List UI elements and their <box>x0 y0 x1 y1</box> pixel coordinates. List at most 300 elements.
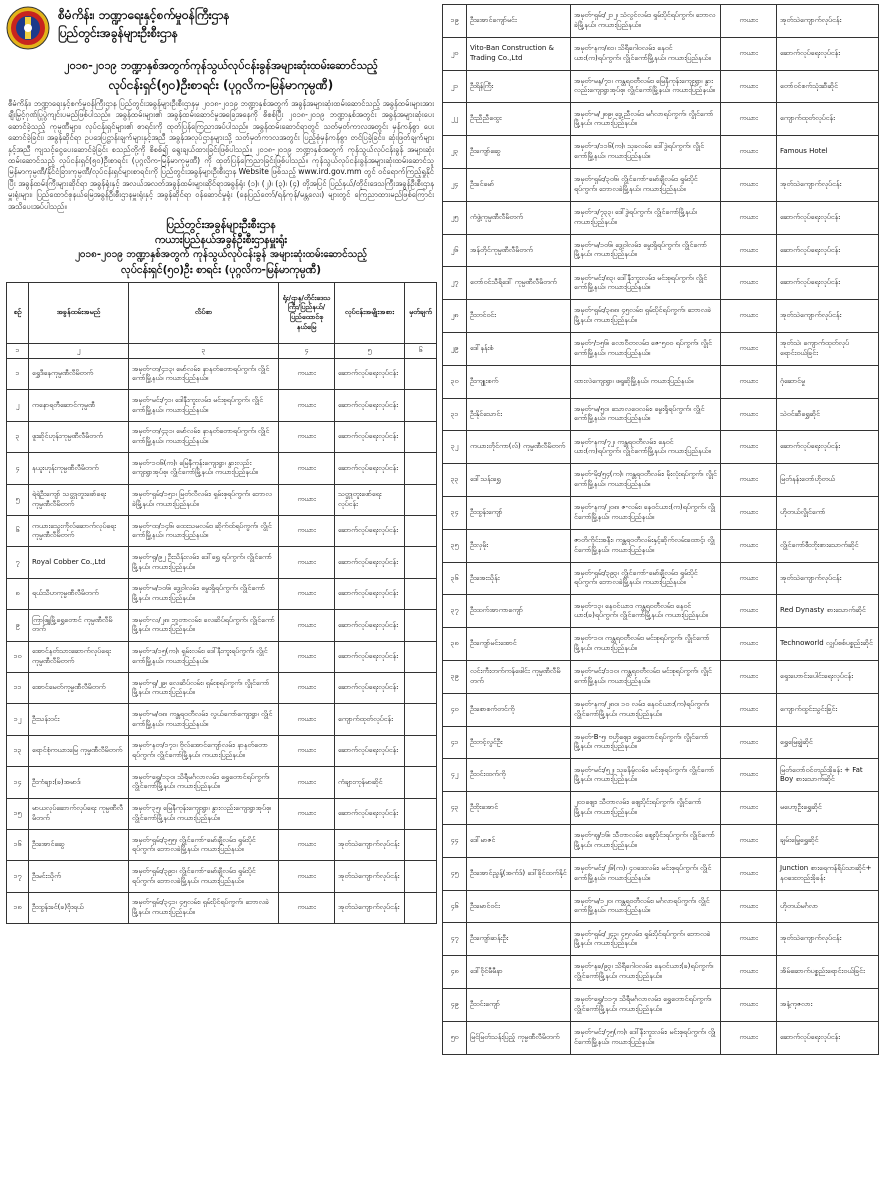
business-type: တော်ဝင်စက်သုံးဆီဆိုင် <box>777 70 879 103</box>
taxpayer-name: Royal Cobber Co.,Ltd <box>29 547 129 578</box>
ministry-logo-icon <box>6 6 50 50</box>
office-region: ကယား <box>279 641 335 672</box>
table-row <box>443 890 879 923</box>
taxpayer-name: ဦးကျော်ဆွေ <box>467 136 571 169</box>
taxpayer-address: အမှတ်-ရှ/၂၉၊ လေဆိပ်လမ်း၊ ရှမ်းစုရပ်ကွက်၊ လွိုင်ကော်မြို့နယ်၊ ကယားပြည်နယ်။ <box>129 672 279 703</box>
taxpayer-name: ဦးကျော်မင်းအောင် <box>467 628 571 661</box>
taxpayer-table-right <box>442 4 879 1055</box>
table-row <box>7 735 437 766</box>
table-row <box>7 578 437 609</box>
row-number: ၁၅ <box>7 798 29 829</box>
taxpayer-address: အမှတ်-ရှမ်း/၃၀၆၊ လွိုင်ကော်-မော်ချီလမ်း၊ ရှမ်းပိုင်ရပ်ကွက်၊ ဘောလခဲမြို့နယ်၊ ကယားပြည်နယ်။ <box>571 168 721 201</box>
taxpayer-name: ဦးထွန်းကျော် <box>467 496 571 529</box>
taxpayer-name: ကြာဖြူမြို့ရွှေတောင် ကုမ္ပဏီလီမိတက် <box>29 610 129 641</box>
taxpayer-name: ဦးအောင်ကျော်မင်း <box>467 5 571 38</box>
taxpayer-address: အမှတ်-နက/၈၁၊ သိရီဂေါဝလမ်း၊ နေဝင်ယား(က)ရပ်ကွက်၊ လွိုင်ကော်မြို့နယ်၊ ကယားပြည်နယ်။ <box>571 37 721 70</box>
taxpayer-name: ဦးကျူးစက် <box>467 365 571 398</box>
office-region: ကယား <box>721 857 777 890</box>
taxpayer-address: အမှတ်-မ/၁၀၆၊ ဒွေ့ဝါလမ်း၊ မွေးရှိရပ်ကွက်၊ လွိုင်ကော်မြို့နယ်၊ ကယားပြည်နယ်။ <box>129 578 279 609</box>
taxpayer-name: ရယ်သီဟကုမ္ပဏီလီမိတက် <box>29 578 129 609</box>
business-type: ဆောက်လုပ်ရေးလုပ်ငန်း <box>335 390 405 421</box>
row-number: ၄၃ <box>443 792 467 825</box>
taxpayer-address: အမှတ်-မ/၁၂၀၊ ကန္တရဝတီလမ်း၊ မင်္ဂလာရပ်ကွက်၊ လွိုင်ကော်မြို့နယ်၊ ကယားပြည်နယ်။ <box>571 890 721 923</box>
table-row <box>7 610 437 641</box>
business-type: Technoworld လျှပ်စစ်ပစ္စည်းဆိုင် <box>777 628 879 661</box>
office-region: ကယား <box>721 923 777 956</box>
table-row <box>7 484 437 515</box>
office-region: ကယား <box>721 988 777 1021</box>
row-number: ၃၂ <box>443 431 467 464</box>
business-type: ဆောက်လုပ်ရေးလုပ်ငန်း <box>335 578 405 609</box>
table-row <box>443 660 879 693</box>
taxpayer-name: ဦးညီညီထွေး <box>467 103 571 136</box>
taxpayer-address: အမှတ်-ရွှေ/၁၁၇၊ သိရီမင်္ဂလာလမ်း၊ ရွှေတောင်ရပ်ကွက်၊ လွိုင်ကော်မြို့နယ်၊ ကယားပြည်နယ်။ <box>571 988 721 1021</box>
table-row <box>443 464 879 497</box>
table-row <box>443 628 879 661</box>
taxpayer-name: ဦးစောစက်တင်ကို <box>467 693 571 726</box>
taxpayer-address: အမှတ်-မင်း/၅၂၊ သုခနိမ့်လမ်း၊ မင်းစုရပ်ကွက်၊ လွိုင်ကော်မြို့နယ်၊ ကယားပြည်နယ်။ <box>571 759 721 792</box>
table-row <box>7 798 437 829</box>
row-note <box>405 672 437 703</box>
office-region: ကယား <box>279 861 335 892</box>
taxpayer-name: မာယလုပ်ဆောက်လုပ်ရေး ကုမ္ပဏီလီမိတက် <box>29 798 129 829</box>
office-region: ကယား <box>721 398 777 431</box>
row-number: ၄၈ <box>443 956 467 989</box>
table-heading-line-3: ၂၀၁၈-၂၀၁၉ ဘဏ္ဍာနှစ်အတွက် ကုန်သွယ်လုပ်ငန်းခွန် အများဆုံးထမ်းဆောင်သည့် <box>75 249 367 261</box>
business-type: မဟော့ဦးရွှေဆိုင် <box>777 792 879 825</box>
row-number: ၁ <box>7 359 29 390</box>
business-type: မြတ်နန်းတော်ဟိုတယ် <box>777 464 879 497</box>
row-note <box>405 704 437 735</box>
row-number: ၃၄ <box>443 496 467 529</box>
taxpayer-name: ဦးဝင်းထက်ကို <box>467 759 571 792</box>
office-region: ကယား <box>721 332 777 365</box>
taxpayer-name: ဒေါ်သန်းရွှေ <box>467 464 571 497</box>
table-row <box>443 431 879 464</box>
office-region: ကယား <box>721 70 777 103</box>
table-heading <box>6 217 436 278</box>
taxpayer-address: အမှတ်-ဒ/၁၁၆(က)၊ သုခလမ်း၊ ဒေါ်ဒွဲရပ်ကွက်၊ လွိုင်ကော်မြို့နယ်၊ ကယားပြည်နယ်။ <box>571 136 721 169</box>
business-type: ဆောက်လုပ်ရေးလုပ်ငန်း <box>335 798 405 829</box>
row-number: ၃၁ <box>443 398 467 431</box>
taxpayer-address: အမှတ်-တ/၄၁၃၊ မော်လမ်း၊ နာနတ်တောရပ်ကွက်၊ လွိုင်ကော်မြို့နယ်၊ ကယားပြည်နယ်။ <box>129 359 279 390</box>
taxpayer-address: အမှတ်-ထ/၁၄၆၊ ထေးသမလမ်း၊ ဆိုက်ထ်ရပ်ကွက်၊ လွိုင်ကော်မြို့နယ်၊ ကယားပြည်နယ်။ <box>129 516 279 547</box>
right-column <box>442 4 878 1055</box>
table-row <box>7 421 437 452</box>
business-type: အိမ်ဆောက်ပစ္စည်းရောင်းဝယ်ခြင်း <box>777 956 879 989</box>
office-region: ကယား <box>721 201 777 234</box>
office-region: ကယား <box>721 267 777 300</box>
table-row <box>443 136 879 169</box>
office-region: ကယား <box>279 704 335 735</box>
taxpayer-address: အမှတ်-ရှမ်း/၃၉၃၊ လွိုင်ကော်-မော်ချီလမ်း၊ ရှမ်းပိုင်ရပ်ကွက်၊ ဘောလခဲမြို့နယ်၊ ကယားပြည်နယ်။ <box>571 562 721 595</box>
taxpayer-address: အမှတ်-မင်း/၇၅(က)၊ ဒေါ်နီးကူးလမ်း၊ မင်းစုရပ်ကွက်၊ လွိုင်ကော်မြို့နယ်၊ ကယားပြည်နယ်။ <box>571 1021 721 1054</box>
business-type: ဆောက်လုပ်ရေးလုပ်ငန်း <box>335 516 405 547</box>
taxpayer-address: အမှတ်-မင်း/၈၃၊ ဒေါ်နီးကူးလမ်း၊ မင်းစုရပ်ကွက်၊ လွိုင်ကော်မြို့နယ်၊ ကယားပြည်နယ်။ <box>571 267 721 300</box>
business-type: အုတ်သဲကျောက်လုပ်ငန်း <box>777 5 879 38</box>
col-number: ၆ <box>405 344 437 359</box>
taxpayer-name: ဦးထက်အာကာကျော် <box>467 595 571 628</box>
office-region: ကယား <box>721 628 777 661</box>
row-note <box>405 578 437 609</box>
business-type: ဟိုတယ်မင်္ဂလာ <box>777 890 879 923</box>
col-header-no: စဉ် <box>7 283 29 344</box>
row-number: ၂၄ <box>443 168 467 201</box>
row-number: ၂၀ <box>443 37 467 70</box>
row-number: ၅ <box>7 484 29 515</box>
row-note <box>405 516 437 547</box>
business-type: ဆောက်လုပ်ရေးလုပ်ငန်း <box>777 201 879 234</box>
office-region: ကယား <box>721 824 777 857</box>
row-note <box>405 359 437 390</box>
taxpayer-address: အမှတ်-နက/၂၀၈၊ ဇ-လမ်း၊ နေဝင်ယား(က)ရပ်ကွက်၊ လွိုင်ကော်မြို့နယ်၊ ကယားပြည်နယ်။ <box>571 496 721 529</box>
taxpayer-name: ဒေါ်မာဇင် <box>467 824 571 857</box>
row-number: ၄၁ <box>443 726 467 759</box>
row-number: ၁၇ <box>7 861 29 892</box>
taxpayer-name: တော်ဝင်သီရိဒေါ် ကုမ္ပဏီလီမိတက် <box>467 267 571 300</box>
taxpayer-name: ဦးတင်ဝင်း <box>467 300 571 333</box>
row-number: ၃၇ <box>443 595 467 628</box>
office-region: ကယား <box>279 578 335 609</box>
taxpayer-name: ဦးနိုင်သောင်း <box>467 398 571 431</box>
taxpayer-name: ကယားတိုင်ကာ(လ်) ကုမ္ပဏီလီမိတက် <box>467 431 571 464</box>
taxpayer-address: အမှတ်-မ/၀၈၊ ကန္တရဝတီလမ်း၊ လွယ်ကော်ကျေးရွာ၊ လွိုင်ကော်မြို့နယ်၊ ကယားပြည်နယ်။ <box>129 704 279 735</box>
office-region: ကယား <box>721 103 777 136</box>
office-region: ကယား <box>721 595 777 628</box>
table-row <box>443 5 879 38</box>
taxpayer-address: အမှတ်-မန/၇၁၊ ကန္တရဝတီလမ်း၊ မြေနီကုန်းကျေးရွာ၊ နွားလည်းကျေးရွာအုပ်စု၊ လွိုင်ကော်မြို့နယ်၊ ကယားပြည်နယ်။ <box>571 70 721 103</box>
taxpayer-name: ဦးဗိုးအောင် <box>467 792 571 825</box>
table-row <box>7 516 437 547</box>
business-type: Junction စားရေကန်ရိပ်သာဆိုင်+ နဝဒေးတည်းခိုခန်း <box>777 857 879 890</box>
table-row <box>443 70 879 103</box>
business-type: ရှေးဟောင်းပေါင်းရေးလုပ်ငန်း <box>777 660 879 693</box>
taxpayer-address: အမှတ်-နက/၇၂၊ ကန္တရဝတီလမ်း၊ နေဝင်ယား(က)ရပ်ကွက်၊ လွိုင်ကော်မြို့နယ်၊ ကယားပြည်နယ်။ <box>571 431 721 464</box>
table-row <box>443 365 879 398</box>
ministry-name: စီမံကိန်း၊ ဘဏ္ဍာရေးနှင့်စက်မှုဝန်ကြီးဌာန <box>58 8 230 22</box>
taxpayer-table-left <box>6 282 437 924</box>
business-type: ဆောက်လုပ်ရေးလုပ်ငန်း <box>777 267 879 300</box>
header <box>6 6 436 56</box>
office-region: ကယား <box>279 892 335 923</box>
row-note <box>405 390 437 421</box>
row-note <box>405 421 437 452</box>
table-row <box>7 767 437 798</box>
taxpayer-name: နယူးဟုန်းကုမ္ပဏီလီမိတက် <box>29 453 129 484</box>
row-number: ၂၇ <box>443 267 467 300</box>
taxpayer-name: ဦးသန်းဝင်း <box>29 704 129 735</box>
table-row <box>7 547 437 578</box>
business-type: ကျောက်ထုတ်လုပ်ငန်း <box>335 704 405 735</box>
taxpayer-address: အမှတ်-မ/၅၀၊ သောလဝေလမ်း၊ မွေးရှိရပ်ကွက်၊ လွိုင်ကော်မြို့နယ်၊ ကယားပြည်နယ်။ <box>571 398 721 431</box>
taxpayer-name: Vito-Ban Construction & Trading Co.,Ltd <box>467 37 571 70</box>
col-number: ၁ <box>7 344 29 359</box>
office-region: ကယား <box>721 365 777 398</box>
taxpayer-address: ၂၀၁ဈေး၊ သီတာလမ်း၊ ဈေးပိုင်းရပ်ကွက်၊ လွိုင်ကော်မြို့နယ်၊ ကယားပြည်နယ်။ <box>571 792 721 825</box>
col-number: ၅ <box>335 344 405 359</box>
row-number: ၃၃ <box>443 464 467 497</box>
business-type: Red Dynasty စားသောက်ဆိုင် <box>777 595 879 628</box>
row-number: ၁၁ <box>7 672 29 703</box>
taxpayer-address: အမှတ်-မင်း/၇၁၊ ဒေါနီးကူးလမ်း၊ မင်းစုရပ်ကွက်၊ လွိုင်ကော်မြို့နယ်၊ ကယားပြည်နယ်။ <box>129 390 279 421</box>
taxpayer-address: အမှတ်-မင်း/၂၆(က)၊ ၄ဝဒေးလမ်း၊ မင်းစုရပ်ကွက်၊ လွိုင်ကော်မြို့နယ်၊ ကယားပြည်နယ်။ <box>571 857 721 890</box>
table-row <box>443 792 879 825</box>
col-header-name: အခွန်ထမ်းအမည် <box>29 283 129 344</box>
business-type: ချမ်းမြေ့ရွှေဆိုင် <box>777 824 879 857</box>
table-row <box>443 300 879 333</box>
business-type: ဆောက်လုပ်ရေးလုပ်ငန်း <box>335 421 405 452</box>
taxpayer-address: အမှတ်-လ/၂၈၊ ဘူတာလမ်း၊ လေဆိပ်ရပ်ကွက်၊ လွိုင်ကော်မြို့နယ်၊ ကယားပြည်နယ်။ <box>129 610 279 641</box>
row-note <box>405 829 437 860</box>
row-number: ၁၂ <box>7 704 29 735</box>
table-row <box>443 37 879 70</box>
row-number: ၄၂ <box>443 759 467 792</box>
row-number: ၁၄ <box>7 767 29 798</box>
taxpayer-address: အမှတ်-မိုး/၅၄(က)၊ ကန္တရဝတီလမ်း၊ မိုးလုံးရပ်ကွက်၊ လွိုင်ကော်မြို့နယ်၊ ကယားပြည်နယ်။ <box>571 464 721 497</box>
taxpayer-address: အမှတ်-ရှမ်း/၂၁၂၊ သံလွင်လမ်း၊ ရှမ်းပိုင်ရပ်ကွက်၊ ဘောလခဲမြို့နယ်၊ ကယားပြည်နယ်။ <box>571 5 721 38</box>
office-region: ကယား <box>721 1021 777 1054</box>
taxpayer-name: အောင်မေတ်ကုမ္ပဏီလီမိတက် <box>29 672 129 703</box>
taxpayer-address: အမှတ်-တ/၄၃၁၊ မော်လမ်း၊ နာနတ်တောရပ်ကွက်၊ လွိုင်ကော်မြို့နယ်၊ ကယားပြည်နယ်။ <box>129 421 279 452</box>
row-note <box>405 735 437 766</box>
taxpayer-address: အမှတ်-ဒ/၁၅(က)၊ ရှမ်းလမ်း၊ ဒေါ်နီးကူးရပ်ကွက်၊ လွိုင်ကော်မြို့နယ်၊ ကယားပြည်နယ်။ <box>129 641 279 672</box>
taxpayer-address: အမှတ်-ရှမ်း/၃၅၅၊ လွိုင်ကော်-မော်ချီလမ်း၊ ရှမ်းပိုင်ရပ်ကွက်၊ ဘောလခဲမြို့နယ်၊ ကယားပြည်နယ်။ <box>129 829 279 860</box>
table-row <box>443 988 879 1021</box>
business-type: ဆောက်လုပ်ရေးလုပ်ငန်း <box>335 547 405 578</box>
office-region: ကယား <box>279 798 335 829</box>
taxpayer-address: ထားလဲကျေးရွာ၊ ဖရူဆိုမြို့နယ်၊ ကယားပြည်နယ်။ <box>571 365 721 398</box>
business-type: မြတ်တော်ဝင်တည်းခိုခန်း + Fat Boy စားသောက်ဆိုင် <box>777 759 879 792</box>
table-row <box>443 923 879 956</box>
office-region: ကယား <box>721 890 777 923</box>
office-region: ကယား <box>721 37 777 70</box>
table-row <box>7 359 437 390</box>
taxpayer-address: အမှတ်-၁၀၆(က)၊ မြေနီကုန်းကျေးရွာ၊ နွားလည်းကျေးရွာအုပ်စု၊ လွိုင်ကော်မြို့နယ်၊ ကယားပြည်နယ်။ <box>129 453 279 484</box>
business-type: ဟိုတယ်လွိုင်ကော် <box>777 496 879 529</box>
col-header-type: လုပ်ငန်းအမျိုးအစား <box>335 283 405 344</box>
table-row <box>443 759 879 792</box>
table-row <box>7 453 437 484</box>
row-number: ၄၉ <box>443 988 467 1021</box>
left-column <box>6 6 436 924</box>
taxpayer-address: အမှတ်-နခ/၉၃၊ သိရီဂေါဝလမ်း၊ နေဝင်ယား(ခ)ရပ်ကွက်၊ လွိုင်ကော်မြို့နယ်၊ ကယားပြည်နယ်။ <box>571 956 721 989</box>
taxpayer-address: အမှတ်-ရှမ်း/၃၈၈၊ ၄၅လမ်း၊ ရှမ်းပိုင်ရပ်ကွက်၊ ဘောလခဲမြို့နယ်၊ ကယားပြည်နယ်။ <box>571 300 721 333</box>
office-region: ကယား <box>279 767 335 798</box>
row-number: ၉ <box>7 610 29 641</box>
business-type: အုတ်သဲ၊ ကျောက်ထုတ်လုပ်ရောင်းဝယ်ခြင်း <box>777 332 879 365</box>
taxpayer-name: ဦးအေးသိုန်း <box>467 562 571 595</box>
col-number: ၂ <box>29 344 129 359</box>
row-number: ၁၃ <box>7 735 29 766</box>
taxpayer-name: ဦးရိန်ကြီး <box>467 70 571 103</box>
taxpayer-address: အမှတ်-ရှမ်း/၂၄၃၊ ၄၅လမ်း၊ ရှမ်းပိုင်ရပ်ကွက်၊ ဘောလခဲမြို့နယ်၊ ကယားပြည်နယ်။ <box>571 923 721 956</box>
table-row <box>7 390 437 421</box>
col-header-office: ရုံး/ဌာန/တိုင်းဒေသကြီး/ပြည်နယ်/ပြည်ထောင်စုနယ်မြေ <box>279 283 335 344</box>
office-region: ကယား <box>279 547 335 578</box>
office-region: ကယား <box>279 359 335 390</box>
office-region: ကယား <box>721 759 777 792</box>
office-region: ကယား <box>721 496 777 529</box>
row-number: ၈ <box>7 578 29 609</box>
taxpayer-name: အန်တိုင်ကုမ္ပဏီလီမိတက် <box>467 234 571 267</box>
business-type: ကျောက်ထုတ်လုပ်ငန်း <box>777 103 879 136</box>
taxpayer-address: အမှတ်-ရှမ်း/၃၉၁၊ လွိုင်ကော်-မော်ချီလမ်း၊ ရှမ်းပိုင်ရပ်ကွက်၊ ဘောလခဲမြို့နယ်၊ ကယားပြည်နယ်။ <box>129 861 279 892</box>
row-number: ၄၇ <box>443 923 467 956</box>
taxpayer-name: ဦးထွန်းခင်(ခ)ဝိုးရယ် <box>29 892 129 923</box>
row-note <box>405 484 437 515</box>
office-region: ကယား <box>721 726 777 759</box>
business-type: Famous Hotel <box>777 136 879 169</box>
office-region: ကယား <box>721 300 777 333</box>
business-type: ဆောက်လုပ်ရေးလုပ်ငန်း <box>777 1021 879 1054</box>
table-heading-line-2: ကယားပြည်နယ်အခွန်ဦးစီးဌာနမှူးရုံး <box>155 234 287 247</box>
office-region: ကယား <box>721 956 777 989</box>
table-row <box>443 234 879 267</box>
table-row <box>443 693 879 726</box>
taxpayer-address: အမှတ်-၈ျ/၁၆၊ သီတာလမ်း၊ ဈေးပိုင်းရပ်ကွက်၊ လွိုင်ကော်မြို့နယ်၊ ကယားပြည်နယ်။ <box>571 824 721 857</box>
business-type: ဆောက်လုပ်ရေးလုပ်ငန်း <box>335 735 405 766</box>
col-header-note: မှတ်ချက် <box>405 283 437 344</box>
row-number: ၁၉ <box>443 5 467 38</box>
business-type: အုတ်သဲကျောက်လုပ်ငန်း <box>777 168 879 201</box>
taxpayer-name: လင်းကီးတက်ကန်ဖေါင်း ကုမ္ပဏီလီမိတက် <box>467 660 571 693</box>
row-note <box>405 641 437 672</box>
row-number: ၄၄ <box>443 824 467 857</box>
taxpayer-address: အမှတ်-B-၅၊ ဗဟိုဈေး၊ ရွှေတောင်ရပ်ကွက်၊ လွိုင်ကော်မြို့နယ်၊ ကယားပြည်နယ်။ <box>571 726 721 759</box>
business-type: အုတ်သဲကျောက်လုပ်ငန်း <box>777 562 879 595</box>
office-region: ကယား <box>279 390 335 421</box>
row-number: ၃၀ <box>443 365 467 398</box>
taxpayer-name: ဦးအောင်ဆွေ <box>29 829 129 860</box>
office-region: ကယား <box>279 484 335 515</box>
business-type: ဆောက်လုပ်ရေးလုပ်ငန်း <box>335 453 405 484</box>
business-type: ကျောက်ထွင်းသွင်းခြင်း <box>777 693 879 726</box>
taxpayer-address: အမှတ်-ရှမ်း/၃၄၁၊ ၄၅လမ်း၊ ရှမ်းပိုင်ရပ်ကွက်၊ ဘောလခဲမြို့နယ်၊ ကယားပြည်နယ်။ <box>129 892 279 923</box>
taxpayer-address: အမှတ်-၁၃၊ နေဝင်ယား၊ ကန္တရဝတီလမ်း၊ နေဝင်ယား(ခ)ရပ်ကွက်၊ လွိုင်ကော်မြို့နယ်၊ ကယားပြည်နယ်။ <box>571 595 721 628</box>
table-row <box>443 824 879 857</box>
table-row <box>443 956 879 989</box>
taxpayer-name: ဒေါ်ဝိုင်မီမီနာ <box>467 956 571 989</box>
row-number: ၆ <box>7 516 29 547</box>
business-type: အုတ်သဲကျောက်လုပ်ငန်း <box>777 300 879 333</box>
taxpayer-name: ဖူးဆိုင်ဟုန်းကုမ္ပဏီလီမိတက် <box>29 421 129 452</box>
row-number: ၃၆ <box>443 562 467 595</box>
taxpayer-name: ဦးအောင်ညွန့်(အက်ဒ်) ဒေါ်ခိုင်ထက်နိုင် <box>467 857 571 890</box>
office-region: ကယား <box>279 453 335 484</box>
table-row <box>7 641 437 672</box>
table-row <box>7 861 437 892</box>
row-number: ၄ <box>7 453 29 484</box>
office-region: ကယား <box>279 829 335 860</box>
taxpayer-address: အမှတ်-၁၀၊ ကန္တရဝတီလမ်း၊ မင်းစုရပ်ကွက်၊ လွိုင်ကော်မြို့နယ်၊ ကယားပြည်နယ်။ <box>571 628 721 661</box>
row-number: ၂၃ <box>443 136 467 169</box>
table-row <box>7 829 437 860</box>
taxpayer-address: အမှတ်-နတ/၁၇၁၊ ဗိုလ်အောင်ကျော်လမ်း၊ နာနတ်တောရပ်ကွက်၊ လွိုင်ကော်မြို့နယ်၊ ကယားပြည်နယ်။ <box>129 735 279 766</box>
taxpayer-name: ကံဖွဲ့ကုမ္ပဏီလီမိတက် <box>467 201 571 234</box>
table-row <box>443 168 879 201</box>
taxpayer-address: အမှတ်-ဒ/၇၃၃၊ ဒေါ်ဒွဲရပ်ကွက်၊ လွိုင်ကော်မြို့နယ်၊ ကယားပြည်နယ်။ <box>571 201 721 234</box>
business-type: ဆောက်လုပ်ရေးလုပ်ငန်း <box>335 641 405 672</box>
department-name: ပြည်တွင်းအခွန်များဦးစီးဌာန <box>58 26 178 40</box>
taxpayer-name: မြင်မြတ်သန်းပြည့် ကုမ္ပဏီလီမိတက် <box>467 1021 571 1054</box>
table-row <box>7 672 437 703</box>
business-type: ဆောက်လုပ်ရေးလုပ်ငန်း <box>777 431 879 464</box>
taxpayer-name: ဦးဝင်းကျော် <box>467 988 571 1021</box>
taxpayer-name: ဦးတင့်လွင်ဦး <box>467 726 571 759</box>
row-number: ၂၂ <box>443 103 467 136</box>
table-row <box>7 892 437 923</box>
col-number: ၄ <box>279 344 335 359</box>
row-number: ၄၀ <box>443 693 467 726</box>
taxpayer-address: အမှတ်-နက/၂၈၀၊ ၁၀ လမ်း၊ နေဝင်ယား(က)ရပ်ကွက်၊ လွိုင်ကော်မြို့နယ်၊ ကယားပြည်နယ်။ <box>571 693 721 726</box>
business-type: ဆောက်လုပ်ရေးလုပ်ငန်း <box>335 359 405 390</box>
row-number: ၂၈ <box>443 300 467 333</box>
table-row <box>443 1021 879 1054</box>
table-row <box>7 704 437 735</box>
col-header-address: လိပ်စာ <box>129 283 279 344</box>
business-type: အုတ်သဲကျောက်လုပ်ငန်း <box>335 892 405 923</box>
taxpayer-name: ရဲရဲဦးကျော် သတ္တုတူးဖော်ရေး ကုမ္ပဏီလီမိတက် <box>29 484 129 515</box>
office-region: ကယား <box>279 610 335 641</box>
table-heading-line-4: လုပ်ငန်းရှင်(၅၀)ဦး စာရင်း (ပုဂ္ဂလိက-မြန်မာကုမ္ပဏီ) <box>121 264 321 277</box>
office-region: ကယား <box>279 516 335 547</box>
row-number: ၁၆ <box>7 829 29 860</box>
row-number: ၂၁ <box>443 70 467 103</box>
row-number: ၃၈ <box>443 628 467 661</box>
business-type: ဆောက်လုပ်ရေးလုပ်ငန်း <box>777 234 879 267</box>
table-row <box>443 103 879 136</box>
taxpayer-address: အမှတ်-ရှမ်း/၁၅၁၊ မြတ်လီလမ်း၊ ရှမ်းစုရပ်ကွက်၊ ဘောလခဲမြို့နယ်၊ ကယားပြည်နယ်။ <box>129 484 279 515</box>
taxpayer-address: ဇာတိကိုင်းအနီး၊ ကန္တရဝတီလမ်းနှင့်ဆိုက်လမ်းထောင့်၊ လွိုင်ကော်မြို့နယ်၊ ကယားပြည်နယ်။ <box>571 529 721 562</box>
business-type: သတ္တုတူးဖော်ရေးလုပ်ငန်း <box>335 484 405 515</box>
table-heading-line-1: ပြည်တွင်းအခွန်များဦးစီးဌာန <box>166 218 276 232</box>
taxpayer-name: ကနောရတီဆောင်ကုမ္ပဏီ <box>29 390 129 421</box>
taxpayer-name: ဦးခင်မော် <box>467 168 571 201</box>
taxpayer-name: ဒေါ်နန်းစံ <box>467 332 571 365</box>
table-row <box>443 267 879 300</box>
taxpayer-name: အောင်နတ်သားဆောက်လုပ်ရေး ကုမ္ပဏီလီမိတက် <box>29 641 129 672</box>
page-subtitle: လုပ်ငန်းရှင်(၅၀)ဦးစာရင်း (ပုဂ္ဂလိက-မြန်မာကုမ္ပဏီ) <box>108 78 334 92</box>
taxpayer-address: အမှတ်-မ/၁၀၆၊ ဒွေ့ဝါလမ်း၊ မွေးရှိရပ်ကွက်၊ လွိုင်ကော်မြို့နယ်၊ ကယားပြည်နယ်။ <box>571 234 721 267</box>
row-number: ၅၀ <box>443 1021 467 1054</box>
business-type: ဂုံဆောင်မှု <box>777 365 879 398</box>
row-note <box>405 861 437 892</box>
row-number: ၂၉ <box>443 332 467 365</box>
taxpayer-address: အမှတ်-/၁၅၆၊ လောဝီတလမ်း၊ ဇေ-၅၀၀ ရပ်ကွက်၊ လွိုင်ကော်မြို့နယ်၊ ကယားပြည်နယ်။ <box>571 332 721 365</box>
office-region: ကယား <box>279 735 335 766</box>
business-type: အနံ့ကုဇလား <box>777 988 879 1021</box>
row-number: ၃၅ <box>443 529 467 562</box>
row-note <box>405 610 437 641</box>
row-number: ၂၆ <box>443 234 467 267</box>
table-row <box>443 726 879 759</box>
page-title: ၂၀၁၈-၂၀၁၉ ဘဏ္ဍာနှစ်အတွက်ကုန်သွယ်လုပ်ငန်းခွန်အများဆုံးထမ်းဆောင်သည့် <box>64 59 378 72</box>
office-region: ကယား <box>279 672 335 703</box>
taxpayer-name: ဦးမောင်ဝင်း <box>467 890 571 923</box>
table-row <box>443 496 879 529</box>
office-region: ကယား <box>721 792 777 825</box>
row-note <box>405 767 437 798</box>
office-region: ကယား <box>721 464 777 497</box>
business-type: အုတ်သဲကျောက်လုပ်ငန်း <box>335 861 405 892</box>
row-note <box>405 453 437 484</box>
taxpayer-address: အမှတ်-မင်း/၁၁၀၊ ကန္တရဝတီလမ်း၊ မင်းစုရပ်ကွက်၊ လွိုင်ကော်မြို့နယ်၊ ကယားပြည်နယ်။ <box>571 660 721 693</box>
business-type: သဲဝင်ဆီရွှေဆိုင် <box>777 398 879 431</box>
table-row <box>443 332 879 365</box>
office-region: ကယား <box>721 693 777 726</box>
business-type: ဆောက်လုပ်ရေးလုပ်ငန်း <box>777 37 879 70</box>
taxpayer-name: ဦးလှမိုး <box>467 529 571 562</box>
